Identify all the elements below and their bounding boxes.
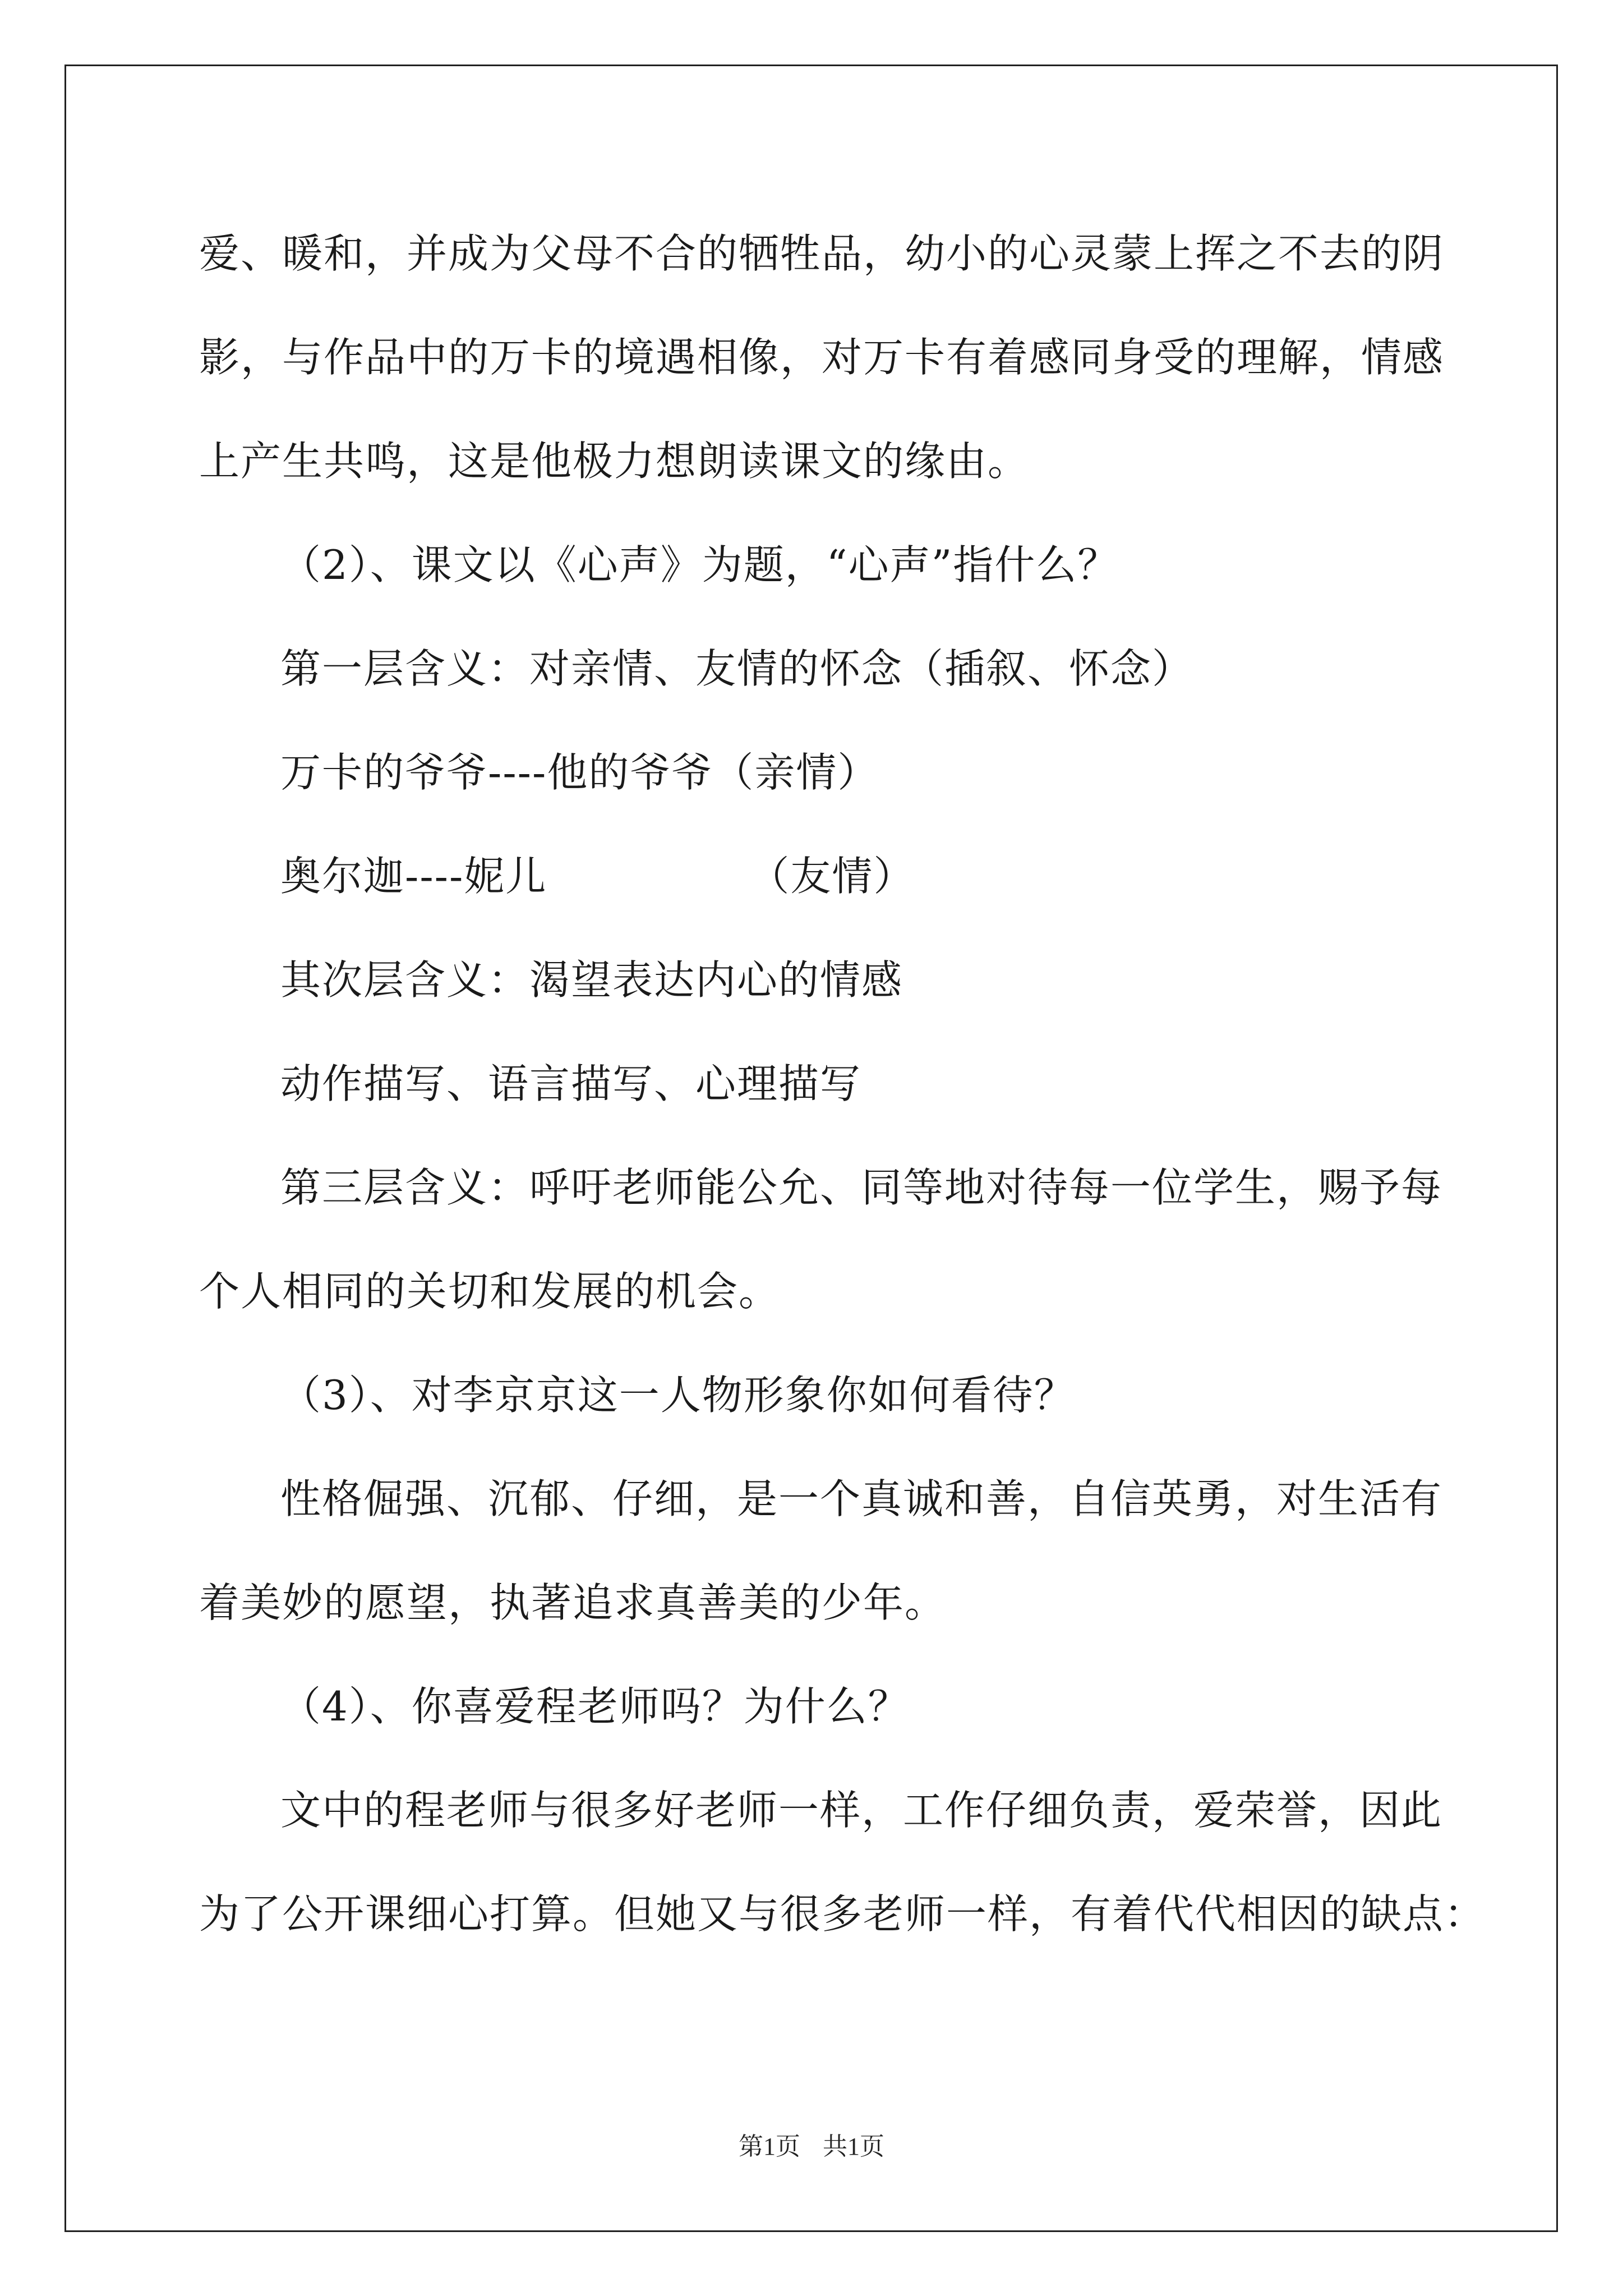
question-heading: （2）、课文以《心声》为题，“心声”指什么？ xyxy=(280,541,1119,588)
text-segment: （友情） xyxy=(749,853,915,900)
text-line: 动作描写、语言描写、心理描写 xyxy=(280,1060,862,1107)
text-line: 文中的程老师与很多好老师一样，工作仔细负责，爱荣誉，因此 xyxy=(280,1787,1443,1834)
text-line: 影，与作品中的万卡的境遇相像，对万卡有着感同身受的理解，情感 xyxy=(199,334,1445,381)
text-line: 爱、暖和，并成为父母不合的牺牲品，幼小的心灵蒙上挥之不去的阴 xyxy=(199,230,1445,277)
text-line: 上产生共鸣，这是他极力想朗读课文的缘由。 xyxy=(199,438,1030,485)
text-line: 万卡的爷爷----他的爷爷（亲情） xyxy=(280,749,879,796)
text-line xyxy=(199,825,1427,928)
document-body xyxy=(199,202,1486,1966)
page-footer xyxy=(0,2126,1623,2162)
question-heading: （4）、你喜爱程老师吗？为什么？ xyxy=(280,1683,910,1730)
page-number: 第1页 xyxy=(739,2133,800,2160)
text-segment: 奥尔迦----妮儿 xyxy=(280,853,547,900)
question-heading: （3）、对李京京这一人物形象你如何看待？ xyxy=(280,1372,1076,1419)
text-line: 个人相同的关切和发展的机会。 xyxy=(199,1268,781,1315)
text-line: 第一层含义：对亲情、友情的怀念（插叙、怀念） xyxy=(280,645,1194,692)
text-line: 第三层含义：呼吁老师能公允、同等地对待每一位学生，赐予每 xyxy=(280,1164,1443,1211)
page-count: 共1页 xyxy=(823,2133,884,2160)
text-line: 性格倔强、沉郁、仔细，是一个真诚和善，自信英勇，对生活有 xyxy=(280,1475,1443,1522)
text-line: 为了公开课细心打算。但她又与很多老师一样，有着代代相因的缺点： xyxy=(199,1890,1486,1938)
text-line: 着美妙的愿望，执著追求真善美的少年。 xyxy=(199,1579,947,1626)
text-line: 其次层含义：渴望表达内心的情感 xyxy=(280,956,903,1004)
